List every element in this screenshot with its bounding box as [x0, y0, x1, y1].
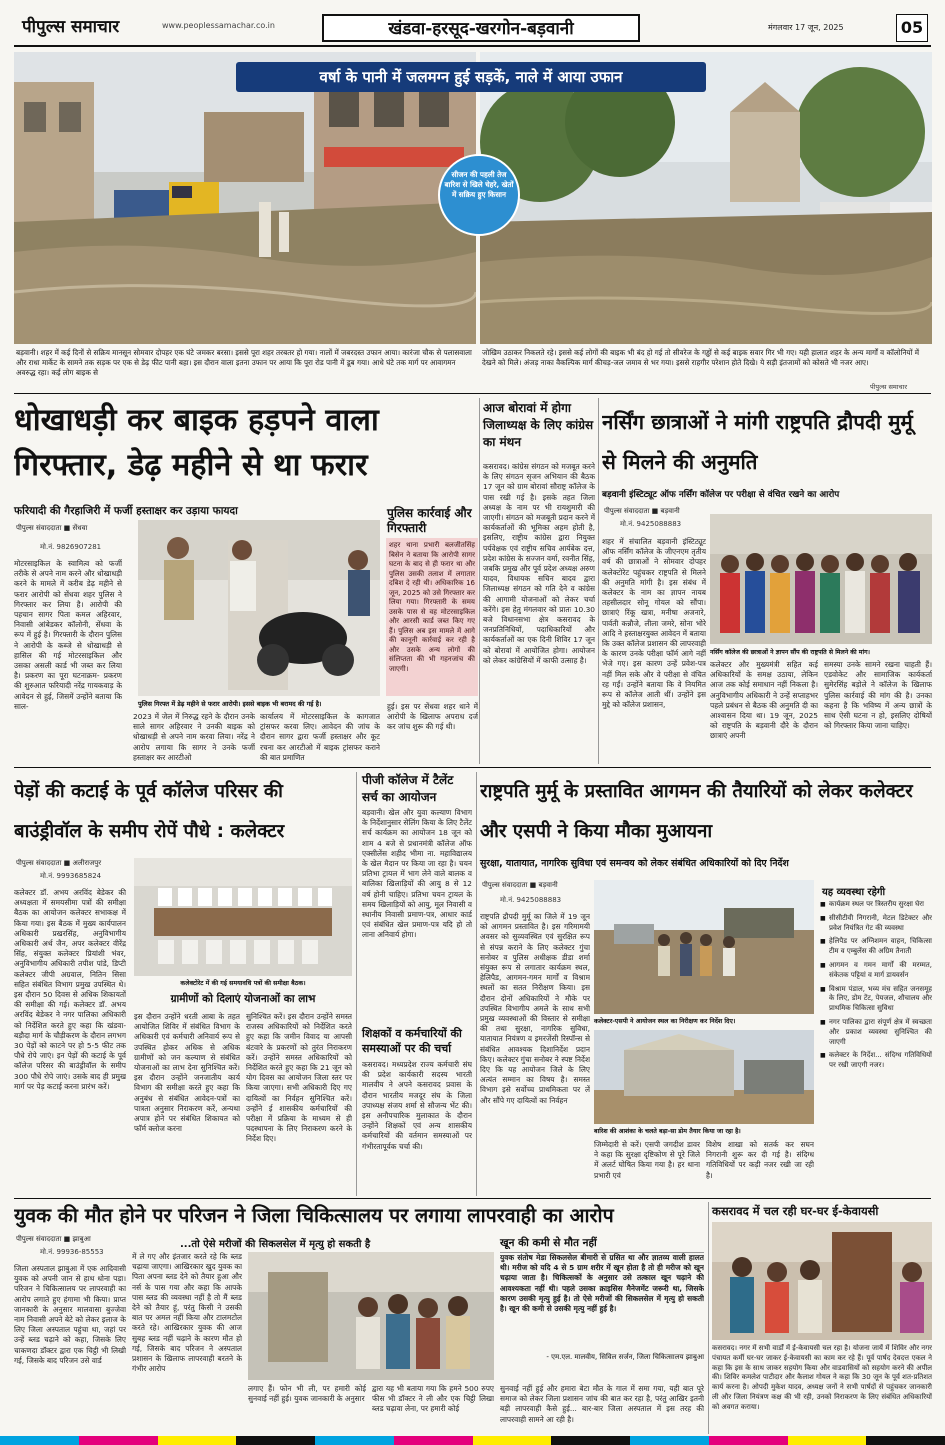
story7-subhead: ...तो ऐसे मरीजों की सिकलसेल में मृत्यु हो सकती है [180, 1239, 371, 1250]
story1-sidebar-title: पुलिस कार्रवाई और गिरफ्तारी [387, 506, 472, 535]
photo-story-bubble-text: सीजन की पहली तेज बारिश से खिले चेहरे, खेतों में सक्रिय हुए किसान [444, 170, 514, 199]
story4-subhead2: ग्रामीणों को दिलाएं योजनाओं का लाभ [170, 993, 316, 1005]
list-item: ■ सीसीटीवी निगरानी, मेटल डिटेक्टर और प्रवेश नियंत्रित गेट की व्यवस्था [820, 914, 932, 934]
photo-story-banner-text: वर्षा के पानी में जलमग्न हुई सड़कें, नाले में आया उफान [319, 68, 623, 86]
story7-headline: युवक की मौत होने पर परिजन ने जिला चिकित्सालय पर लगाया लापरवाही का आरोप [14, 1204, 614, 1227]
story1-photo [138, 520, 380, 696]
masthead [0, 0, 945, 46]
story4-photo-caption: कलेक्टोरेट में की गई समयावधि पत्रों की समीक्षा बैठक। [180, 980, 306, 987]
story6-body-col1: राष्ट्रपति द्रौपदी मुर्मू का जिले में 19 जून को आगमन प्रस्तावित है। इस गरिमामयी अवसर को सुव्यवस्थित एवं सुरक्षित रूप से संपन्न कराने के लिए कलेक्टर गुंचा सनोबर व पुलिस अधीक्षक डीडा शर्मा संयुक्त रूप से लगातार कार्यक्रम स्थल, हेलिपैड, आगमन-गमन मार्गों व विश्राम स्थलों का सतत निरीक्षण किया। इस दौरान दोनों अधिकारियों ने मौके पर उपस्थित विभागीय अमले के साथ सभी प्रमुख व्यवस्थाओं की विस्तार से समीक्षा की तथा सुरक्षा, नागरिक सुविधा, यातायात नियंत्रण व इमरजेंसी रिस्पॉन्स से संबंधित आवश्यक दिशानिर्देश प्रदान किए। कलेक्टर गुंचा सनोबर ने स्पष्ट निर्देश दिए कि यह आयोजन जिले के लिए अत्यंत सम्मान का विषय है। समस्त विभाग इसे सर्वोच्च प्राथमिकता पर लें और सौंपे गए दायित्वों का निर्वहन [480, 912, 590, 1105]
list-item: ■ हेलिपैड पर अग्निशमन वाहन, चिकित्सा टीम व एम्बुलेंस की अग्रिम तैनाती [820, 937, 932, 957]
story7-body-col3: लगाए हैं। फोन भी ली, पर हमारी कोई सुनवाई नहीं हुई। युवक जानकारी के अनुसार [248, 1384, 366, 1404]
story6-photo2 [594, 1030, 814, 1124]
list-item: ■ नगर पालिका द्वारा संपूर्ण क्षेत्र में स्वच्छता और प्रकाश व्यवस्था सुनिश्चित की जाएगी [820, 1018, 932, 1047]
story6-photo1-caption: कलेक्टर-एसपी ने आयोजन स्थल का निरीक्षण कर निर्देश दिए। [594, 1018, 736, 1025]
story6-byline-place: बड़वानी [538, 881, 558, 889]
story5-subhead: शिक्षकों व कर्मचारियों की समस्याओं पर की चर्चा [362, 1027, 462, 1055]
story6-body-col3: विशेष शाखा को सतर्क कर सघन निगरानी शुरू कर दी गई है। संदिग्ध गतिविधियों पर कड़ी नजर रखी जा रही है। [706, 1140, 814, 1180]
story6-headline: राष्ट्रपति मुर्मू के प्रस्तावित आगमन की तैयारियों को लेकर कलेक्टर और एसपी ने किया मौका मुआयना [480, 781, 913, 842]
section-rule-2 [14, 767, 931, 768]
edition-date: मंगलवार 17 जून, 2025 [768, 23, 844, 32]
story1-subhead: फरियादी की गैरहाजिरी में फर्जी हस्ताक्षर कर उड़ाया फायदा [14, 505, 238, 517]
story3-body-col2: कलेक्टर और मुख्यमंत्री सहित कई अधिकारियों के समक्ष उठाया, लेकिन आज तक कोई समाधान नहीं निकला है। अनुविभागीय अधिकारी ने उन्हें सप्ताहभर पहले प्रबंधन से बैठक की अनुमति दी का आश्वासन दिया था। 19 जून, 2025 को राष्ट्रपति के बड़वानी दौरे के दौरान छात्राएं अपनी [710, 660, 818, 741]
list-item: ■ विश्राम पंडाल, भव्य मंच सहित जनसमूह के लिए, डोम टेंट, पेयजल, शौचालय और प्राथमिक चिकित्सा सुविधा [820, 985, 932, 1014]
flood-photo-left [14, 52, 476, 344]
story4-headline: पेड़ों की कटाई के पूर्व कॉलेज परिसर की बाउंड्रीवॉल के समीप रोपें पौधे : कलेक्टर [14, 781, 285, 842]
story4-mobile: मो.नं. 9993685824 [40, 872, 102, 880]
story1-sidebar-text: शहर थाना प्रभारी बलजीतसिंह बिसेन ने बताया कि आरोपी सागर घटना के बाद से ही फरार था और पुलिस उसकी तलाश में लगातार दबिश दे रही थी। अधिकारिक 16 जून, 2025 को उसे गिरफ्तार कर लिया गया। गिरफ्तारी के समय उसके पास से वह मोटरसाइकिल और आरसी कार्ड जब्त किए गए हैं। पुलिस अब इस मामले में आगे की कानूनी कार्रवाई कर रही है और उसके अन्य लोगों की संलिप्तता की भी गहनजांच की जाएगी। [389, 541, 475, 673]
story4-body-col1: कलेक्टर डॉ. अभय अरविंद बेडेकर की अध्यक्षता में समयसीमा पत्रों की समीक्षा बैठक का आयोजन कलेक्टर सभाकक्ष में किया गया। इस बैठक में मुख्य कार्यपालन अधिकारी प्रखरसिंह, अनुविभागीय अधिकारी अर्थ जैन, अपर कलेक्टर वीरेंद्र सिंह, संयुक्त कलेक्टर प्रियांशी भंवर, अनुविभागीय अधिकारी तपीश पांडे, डिप्टी कलेक्टर जीपी अग्रवाल, नितिन सिसा सहित संबंधित विभाग प्रमुख उपस्थित थे। इस दौरान 50 दिवस से अधिक शिकायतों की समीक्षा की गई। कलेक्टर डॉ. अभय अरविंद बेडेकर ने नगर पालिका अधिकारी को निर्देशित करते हुए कहा कि खंडवा-बड़ौदा मार्ग के चौड़ीकरण के दौरान लगभग 30 पेड़ों को काटने पर हो 5-5 फीट तक पौधे रोपे जाएं। इन पेड़ों की कटाई के पूर्व कॉलेज परिसर की बाउंड्रीवॉल के समीप 300 पौधे रोपे जाएं। उसके बाद ही प्रमुख मार्ग पर पेड़ कटाई करना प्रारंभ करें। [14, 888, 126, 1091]
story6-byline: पीपुल्स संवाददाता ■ बड़वानी [482, 881, 558, 889]
flood-photo-right [480, 52, 932, 344]
story1-byline: पीपुल्स संवाददाता ■ सेंधवा [16, 524, 88, 532]
story7-byline-place: झाबुआ [72, 1235, 91, 1243]
story4-byline-name: पीपुल्स संवाददाता [16, 859, 62, 867]
col-divider-5 [708, 1202, 709, 1434]
story8-caption: कसरावद। नगर में सभी वार्डों में ई-केवायसी चल रहा है। योजना जायें में शिविर और नगर पंचायत कर्मी घर-घर जाकर ई-केवायसी का काम कर रहे हैं। पूर्व पार्षद देवदत्त एकल ने कहा कि इस के साथ जाकर सहयोग किया और वाडवासियों को सहयोग करने की अपील की। शिविर कमलेश पाटीदार और कैलाश गोयल ने कहा कि 30 जून के पूर्व शत-प्रतिशत कार्य करना है। ओपदी मुकेश यादव, अध्यक्ष जनों ने सभी पार्षदों से पहुंचकर जानकारी ली और जिला नियंत्रण कक्ष की भी रही, उनको निराकरण के लिए संबंधित अधिकारियों को अवगत कराया। [712, 1344, 932, 1411]
story7-quote-by: - एम.एल. मालवीय, सिविल सर्जन, जिला चिकित्सालय झाबुआ [546, 1353, 704, 1361]
edition-title: खंडवा-हरसूद-खरगोन-बड़वानी [388, 19, 574, 39]
story8-headline: कसरावद में चल रही घर-घर ई-केवायसी [712, 1204, 879, 1218]
col-divider-4 [476, 772, 477, 1196]
story3-body-col1: शहर में संचालित बड़वानी इंस्टिट्यूट ऑफ नर्सिंग कॉलेज के जीएनएम तृतीय वर्ष की छात्राओं ने सोमवार दोपहर कलेक्टोरेट पहुंचकर राष्ट्रपति से मिलने की अनुमति मांगी है। इस संबंध में कलेक्टर के नाम का ज्ञापन नायब तहसीलदार सोनू गोयल को सौंपा। छात्राएं रिंकू खत्रा, मनीषा अजनारे, पार्वती कन्नौजे, लीला जमरे, सोना भोरे आदि ने हस्ताक्षरयुक्त आवेदन में बताया कि उक्त कॉलेज प्रशासन की लापरवाही के कारण उनके परीक्षा फॉर्म आगे नहीं भेजे गए। इस कारण उन्हें प्रवेश-पत्र नहीं मिल सके और वे परीक्षा से वंचित रह गईं। उन्होंने बताया कि वे नियमित रूप से कॉलेज आती थीं। उन्होंने इस मुद्दे को कॉलेज प्रशासन, [602, 537, 706, 710]
story4-byline-place: अलीराजपुर [72, 859, 102, 867]
story6-photo1 [594, 880, 814, 1014]
masthead-rule [14, 45, 931, 47]
story4-byline: पीपुल्स संवाददाता ■ अलीराजपुर [16, 859, 102, 867]
story7-subhead2: खून की कमी से मौत नहीं [500, 1237, 597, 1249]
story1-mobile: मो.नं. 9826907281 [40, 543, 102, 551]
story3-mobile: मो.नं. 9425088883 [620, 520, 682, 528]
story7-body-col5: सुनवाई नहीं हुई और हमारा बेटा मौत के गाल में समा गया, यही बात पूरे समाज को लेकर जिला प्रशासन जांच की बात कर रहा है, परंतु आखिर इतनी बड़ी लापरवाही कैसे हुई... बार-बार जिला अस्पताल में इस तरह की लापरवाही सामने आ रही है। [500, 1384, 704, 1424]
story1-body-col4: हुई। इस पर सेंधवा शहर थाने में आरोपी के खिलाफ अपराध दर्ज कर जांच शुरू की गई थी। [387, 702, 478, 732]
story6-byline-name: पीपुल्स संवाददाता [482, 881, 528, 889]
story3-byline-place: बड़वानी [660, 507, 680, 515]
story2-body: कसरावद। कांग्रेस संगठन को मजबूत करने के लिए संगठन सृजन अभियान की बैठक 17 जून को ग्राम बोरावां सौराष्ट्र कॉलेज के पास रखी गई है। इसके तहत जिला अध्यक्ष के नाम पर भी रायशुमारी की जाएगी। संगठन को मजबूती प्रदान करने में कार्यकर्ताओं की भूमिका अहम होती है, इसलिए, राष्ट्रीय कांग्रेस द्वारा नियुक्त पर्यवेक्षक एवं राष्ट्रीय सचिव आर्यबेक दत्त, प्रदेश कांग्रेस के सज्जन वर्मा, रवनीत सिंह, जबकि प्रमुख और पूर्व प्रदेश अध्यक्ष अरुण यादव, विधायक सचिन बादव द्वारा जिलाध्यक्ष संगठन को गति देने व कांग्रेस की आगामी योजनाओं को लेकर चर्चा करेंगे। इस हेतु मंगलवार को प्रातः 10.30 बजे विधानसभा क्षेत्र कसरावद के जनप्रतिनिधियों, पदाधिकारियों और कार्यकर्ताओं का एक दिनी शिविर 17 जून को बोरावां में आयोजित होगा। आयोजन को लेकर कांग्रेसियों में काफी उत्साह है। [483, 462, 595, 665]
story7-body-col4: द्वारा यह भी बताया गया कि हमने 500 रुपए फीस भी डॉक्टर ने ली और एक चिट्ठी लिखा ब्लड चढ़ावा लेना, पर हमारी कोई [372, 1384, 494, 1414]
story5-body: बड़वानी। खेल और युवा कल्याण विभाग के निर्देशानुसार सेलिंग किया के लिए टैलेंट सर्च कार्यक्रम का आयोजन 18 जून को शाम 4 बजे से प्रधानमंत्री कॉलेज ऑफ एक्सीलेंस शहीद भीमा ना. महाविद्यालय के खेल मैदान पर किया जा रहा है। चयन प्रतिभा ट्रायल में भाग लेने वाले बालक व बालिका खिलाड़ियों की आयु 8 से 12 वर्ष होनी चाहिए। प्रतिभा चयन ट्रायल के समय खिलाड़ियों को आयु, मूल निवासी व स्थानीय निवासी प्रमाण-पत्र, आधार कार्ड एवं संबंधित खेल प्रमाण-पत्र यदि हो तो लाना अनिवार्य होगा। [362, 808, 472, 940]
story3-byline: पीपुल्स संवाददाता ■ बड़वानी [604, 507, 680, 515]
color-registration-bar [0, 1436, 945, 1445]
story6-mobile: मो.नं. 9425088883 [500, 896, 562, 904]
list-item: ■ कार्यक्रम स्थल पर त्रिस्तरीय सुरक्षा घेरा [820, 900, 932, 910]
story1-body-col2: 2023 में जेल में निरुद्ध रहने के दौरान उनके साले सागर अहिरवार ने उनकी बाइक को धोखाधड़ी से अपने नाम करवा लिया। नरेंद्र ने आरोप लगाया कि सागर ने उनके फर्जी हस्ताक्षर कर आरटीओ [133, 712, 255, 762]
page-number: 05 [896, 14, 928, 42]
photo-caption-right: जोखिम उठाकर निकलते रहे। इससे कई लोगों की बाइक भी बंद हो गई तो सीवरेज के गड्ढों से कई बाइक सवार गिर भी गए। यही हालात शहर के अन्य मार्गों व कॉलोनियों में देखने को मिले। अंजड़ नाका वैकल्पिक मार्ग कीचड़-जल जमाव से भर गया। इससे राहगीर परेशान होते दिखे। ये सड़ी इंतजामों को कोसते भी नजर आए। [482, 348, 920, 367]
story5-body2: कसरावद। मध्यप्रदेश राज्य कर्मचारी संघ की प्रदेश कार्यकारी सदस्य भारती मालवीय ने अपने कसरावद प्रवास के दौरान भारतीय मजदूर संघ के जिला उपाध्यक्ष संजय शर्मा से सौजन्य भेंट की। इस अनौपचारिक मुलाकात के दौरान उन्होंने शिक्षकों एवं अन्य शासकीय कर्मचारियों की वर्तमान समस्याओं पर गंभीरतापूर्वक चर्चा की। [362, 1060, 472, 1151]
story3-photo-caption: नर्सिंग कॉलेज की छात्राओं ने ज्ञापन सौंप की राष्ट्रपति से मिलने की मांग। [710, 649, 870, 656]
story4-body-col3: सुनिश्चित करें। इस दौरान उन्होंने समस्त राजस्व अधिकारियों को निर्देशित करते हुए कहा कि जमीन विवाद या आपसी बंटवारे के प्रकरणों को तुरंत निराकरण करें। उन्होंने समस्त अधिकारियों को निर्देशित करते हुए कहा कि 21 जून को योग दिवस का आयोजन जिला स्तर पर किया जाएगा। सभी अधिकारी दिए गए दायित्वों का निर्वहन सुनिश्चित करें। उन्होंने ई शासकीय कर्मचारियों की परीक्षा में प्रक्रिया के माध्यम से ही पदस्थापना के लिए निराकरण करने के निर्देश दिए। [246, 1012, 352, 1144]
story7-mobile: मो.नं. 99936-85553 [40, 1248, 104, 1256]
story5-headline: पीजी कॉलेज में टैलेंट सर्च का आयोजन [362, 773, 454, 804]
story1-body-col3: कार्यालय में मोटरसाइकिल के कागजात ट्रांसफर करवा लिए। आवेदन की जांच के दौरान सागर द्वारा फर्जी हस्ताक्षर और कूट रचना कर आरटीओ में बाइक ट्रांसफर कराने की बात प्रमाणित [260, 712, 380, 762]
story7-body-col2: में ले गए और इंतजार करते रहे कि ब्लड चढ़ाया जाएगा। आखिरकार खुद युवक का पिता अपना ब्लड देने को तैयार हुआ और नर्स के पास गया और कहा कि आपके पास ब्लड की व्यवस्था नहीं है तो मैं ब्लड देने को तैयार हूं, परंतु किसी ने उसकी बात पर अमल नहीं किया और टालमटोल करते रहे। आखिरकार युवक की आज सुबह ब्लड नहीं चढ़ाने के कारण मौत हो गई, जिसके बाद परिजन ने अस्पताल प्रशासन के खिलाफ लापरवाही बरतने के गंभीर आरोप [132, 1252, 242, 1374]
story6-subhead: सुरक्षा, यातायात, नागरिक सुविधा एवं समन्वय को लेकर संबंधित अधिकारियों को दिए निर्देश [480, 858, 789, 869]
story7-photo [248, 1252, 494, 1380]
list-item: ■ आगमन व गमन मार्गों की मरम्मत, संकेतक पट्टियां व मार्ग डायवर्सन [820, 961, 932, 981]
col-divider-2 [598, 398, 599, 764]
story6-sidebar-title: यह व्यवस्था रहेगी [822, 887, 886, 898]
photo-caption-left: बड़वानी। शहर में कई दिनों से सक्रिय मानसून सोमवार दोपहर एक घंटे जमकर बरसा। इससे पूरा शहर तरबतर हो गया। नालों में जबरदस्त उफान आया। कारंजा चौक से पलासवाला और राधा मार्केट के सामने तक सड़क पर एक से डेढ़ फीट पानी बहा। इस दौरान वाला इतना उफान पर आया कि पूरा रोड पानी में डूब गया। आधे घंटे तक मार्ग पर आवागमन अवरुद्ध रहा। कई लोग बाइक से [16, 348, 472, 377]
newspaper-logo: पीपुल्स समाचार [22, 17, 120, 37]
col-divider-1 [479, 398, 480, 764]
story7-byline: पीपुल्स संवाददाता ■ झाबुआ [16, 1235, 91, 1243]
story1-byline-place: सेंधवा [72, 524, 88, 532]
col-divider-3 [356, 772, 357, 1196]
story6-sidebar-list [820, 900, 932, 1196]
photo-credit: पीपुल्स समाचार [870, 383, 907, 391]
story7-body-col1: जिला अस्पताल झाबुआ में एक आदिवासी युवक को अपनी जान से हाथ धोना पड़ा। परिजन ने चिकित्सालय पर लापरवाही का आरोप लगाते हुए हंगामा भी किया। प्राप्त जानकारी के अनुसार मालवासा बुज्जेवा नाम निवासी अपने बेटे को लेकर इलाज के लिए जिला अस्पताल पहुंचा था, जहां पर उन्हें ब्लड चढ़ाने को कहा, जिसके लिए चाकणदा डॉक्टर द्वारा एक चिट्ठी भी लिखी गई, जिसके बाद परिजन उसे वार्ड [14, 1264, 126, 1365]
story1-headline: धोखाधड़ी कर बाइक हड़पने वाला गिरफ्तार, डेढ़ महीने से था फरार [14, 403, 379, 483]
story6-body-col2: जिम्मेदारी से करें। एसपी जगदीश डावर ने कहा कि सुरक्षा दृष्टिकोण से पूरे जिले में अलर्ट घोषित किया गया है। हर थाना प्रभारी एवं [594, 1140, 700, 1180]
story3-photo [710, 514, 932, 644]
section-rule-1 [14, 393, 931, 394]
story3-subhead: बड़वानी इंस्टिट्यूट ऑफ नर्सिंग कॉलेज पर परीक्षा से वंचित रखने का आरोप [602, 490, 840, 500]
story3-byline-name: पीपुल्स संवाददाता [604, 507, 650, 515]
story6-photo2-caption: बारिश की आशंका के चलते बड़ा-सा डोम तैयार किया जा रहा है। [594, 1128, 741, 1135]
story3-headline: नर्सिंग छात्राओं ने मांगी राष्ट्रपति द्रौपदी मुर्मू से मिलने की अनुमति [602, 410, 913, 474]
section-rule-3 [14, 1198, 931, 1199]
story4-body-col2: इस दौरान उन्होंने धरती आबा के तहत आयोजित शिविर में संबंधित विभाग के अधिकारी एवं कर्मचारी अनिवार्य रूप से उपस्थित होकर अधिक से अधिक ग्रामीणों को जन कल्याण से संबंधित योजनाओं का लाभ देना सुनिश्चित करें। इस दौरान उन्होंने जनजातीय कार्य विभाग की समीक्षा करते हुए कहा कि अनुबंध से संबंधित आवेदन-पत्रों का पात्रता अनुसार निराकरण करें, अन्यथा अपात्र होने पर संबंधित शिकायत को फॉर्म क्लोज करना [134, 1012, 240, 1134]
story4-photo [134, 858, 352, 976]
story8-photo [712, 1222, 932, 1340]
story1-byline-name: पीपुल्स संवाददाता [16, 524, 62, 532]
story7-quote-text: युवक संतोष मेडा सिकलसेल बीमारी से ग्रसित था और ज्ञातव्य वाली हालत थी। मरीज को यदि 4 से 5 ग्राम शरीर में खून होता है तो ही मरीज को खून चढ़ाया जाता है। चिकित्सकों के अनुसार उसे तत्काल खून चढ़ाने की आवश्यकता नहीं थी। पहले उसका क्राइसिस मैनेजमेंट जरूरी था, जिसके कारण उसकी मृत्यु हुई है। तो ऐसे मरीजों की सिकलसेल में मृत्यु हो सकती है। खून की कमी से उसकी मृत्यु नहीं हुई है। [500, 1253, 704, 1314]
story2-headline: आज बोरावां में होगा जिलाध्यक्ष के लिए कांग्रेस का मंथन [483, 401, 594, 449]
story7-byline-name: पीपुल्स संवाददाता [16, 1235, 62, 1243]
list-item: ■ कलेक्टर के निर्देश... संदिग्ध गतिविधियों पर रखी जाएगी नजर। [820, 1051, 932, 1071]
website-url: www.peoplessamachar.co.in [162, 21, 275, 30]
story1-body-col1: मोटरसाइकिल के स्वामित्व को फर्जी तरीके से अपने नाम करने और धोखाधड़ी करने के मामले में करीब डेढ़ महीने से फरार आरोपी को सेंधवा शहर पुलिस ने गिरफ्तार कर लिया है। आरोपी की पहचान सागर पिता कमल अहिरवार, निवासी आंबेडकर कॉलोनी, सेंधवा के रूप में हुई है। गिरफ्तारी के दौरान पुलिस ने आरोपी के कब्जे से धोखाधड़ी से हासिल की गई मोटरसाइकिल और उसका असली कार्ड भी जब्त कर लिया है। प्रकरण का पूरा घटनाक्रम- प्रकरण की शुरुआत फरियादी नरेंद्र गायकवाड़ के आवेदन से हुई, जिसमें उन्होंने बताया कि साल- [14, 559, 122, 711]
story3-body-col3: समस्या उनके सामने रखना चाहती हैं। एडवोकेट और सामाजिक कार्यकर्ता सुमेरसिंह बड़ोले ने कॉलेज के खिलाफ पुलिस कार्रवाई की मांग की है। उनका कहना है कि भविष्य में अन्य छात्रों के साथ ऐसी घटना न हो, इसलिए दोषियों को गिरफ्तार किया जाना चाहिए। [824, 660, 932, 731]
story1-photo-caption: पुलिस गिरफ्त में डेढ़ महीने से फरार आरोपी। इससे बाइक भी बरामद की गई है। [138, 700, 322, 708]
